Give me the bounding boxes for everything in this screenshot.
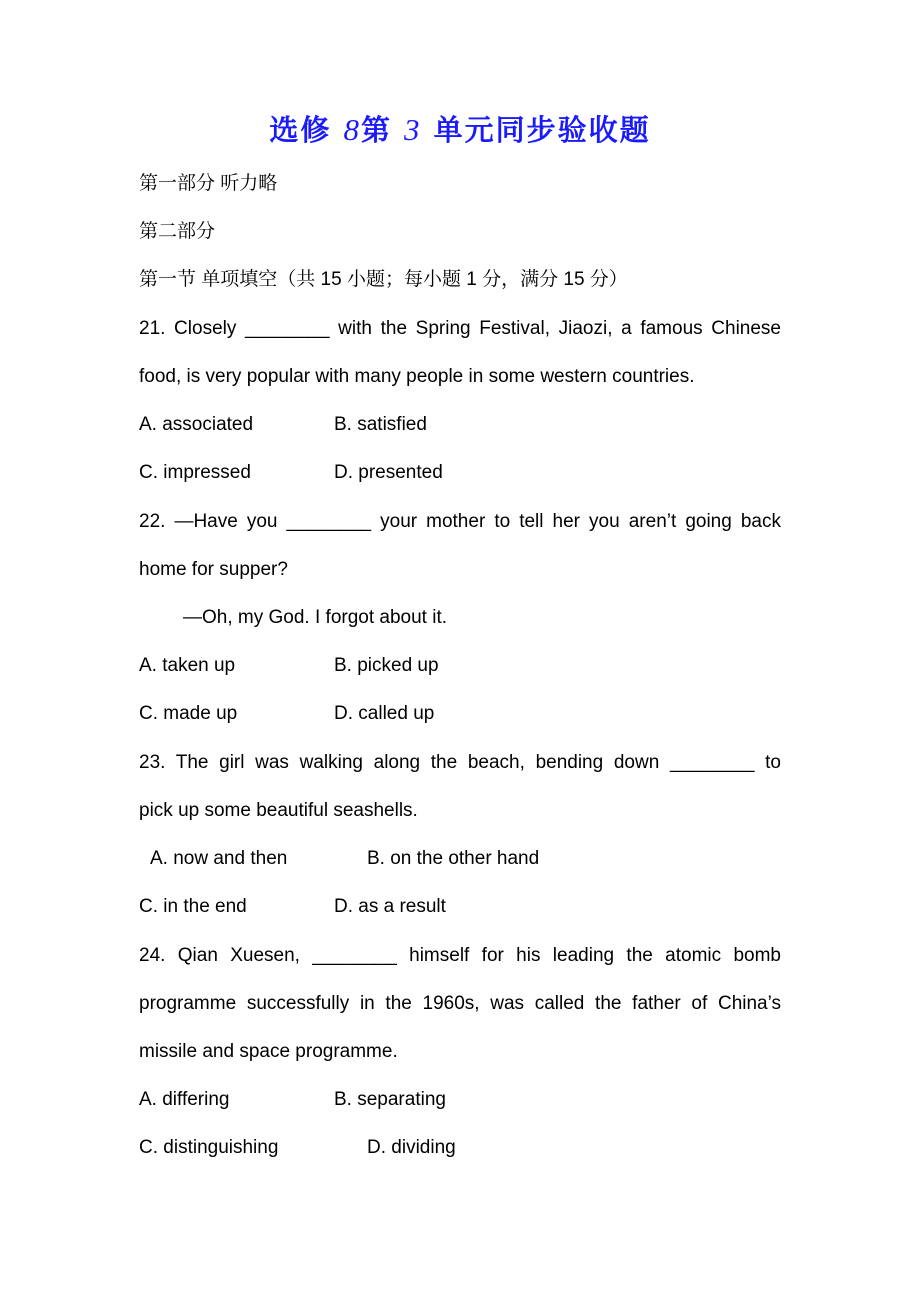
part-one-heading: 第一部分 听力略 xyxy=(139,173,278,194)
title-module-number: 8 xyxy=(343,112,361,147)
question-21-line-1: 21. Closely ________ with the Spring Festival, Jiaozi, a famous Chinese xyxy=(139,318,781,339)
question-22-reply: —Oh, my God. I forgot about it. xyxy=(183,607,448,628)
title-text: 单元同步验收题 xyxy=(421,113,651,147)
question-21-option-d: D. presented xyxy=(334,462,443,483)
question-21-option-c: C. impressed xyxy=(139,462,251,483)
section-one-heading: 第一节 单项填空（共 15 小题；每小题 1 分，满分 15 分） xyxy=(139,269,628,290)
question-21-option-b: B. satisfied xyxy=(334,414,427,435)
title-text: 第 xyxy=(360,113,405,147)
document-title xyxy=(0,108,920,149)
question-23-option-c: C. in the end xyxy=(139,896,247,917)
question-24-line-2: programme successfully in the 1960s, was called the father of China’s xyxy=(139,993,781,1014)
question-22-option-b: B. picked up xyxy=(334,655,439,676)
question-24-line-3: missile and space programme. xyxy=(139,1041,398,1062)
title-text: 选修 xyxy=(269,113,344,147)
question-23-option-d: D. as a result xyxy=(334,896,446,917)
question-21-line-2: food, is very popular with many people in some western countries. xyxy=(139,366,695,387)
question-21-option-a: A. associated xyxy=(139,414,254,435)
question-23-line-1: 23. The girl was walking along the beach, bending down ________ to xyxy=(139,752,781,773)
question-24-option-b: B. separating xyxy=(334,1089,446,1110)
question-23-option-a: A. now and then xyxy=(150,848,288,869)
question-24-line-1: 24. Qian Xuesen, ________ himself for his leading the atomic bomb xyxy=(139,945,781,966)
question-23-line-2: pick up some beautiful seashells. xyxy=(139,800,418,821)
title-unit-number: 3 xyxy=(404,112,422,147)
question-22-option-a: A. taken up xyxy=(139,655,236,676)
question-23-option-b: B. on the other hand xyxy=(367,848,540,869)
question-22-option-c: C. made up xyxy=(139,703,238,724)
question-24-option-d: D. dividing xyxy=(367,1137,456,1158)
question-22-line-1: 22. —Have you ________ your mother to tell her you aren’t going back xyxy=(139,511,781,532)
question-24-option-c: C. distinguishing xyxy=(139,1137,279,1158)
question-22-line-2: home for supper? xyxy=(139,559,288,580)
part-two-heading: 第二部分 xyxy=(139,221,216,242)
question-24-option-a: A. differing xyxy=(139,1089,230,1110)
question-22-option-d: D. called up xyxy=(334,703,435,724)
